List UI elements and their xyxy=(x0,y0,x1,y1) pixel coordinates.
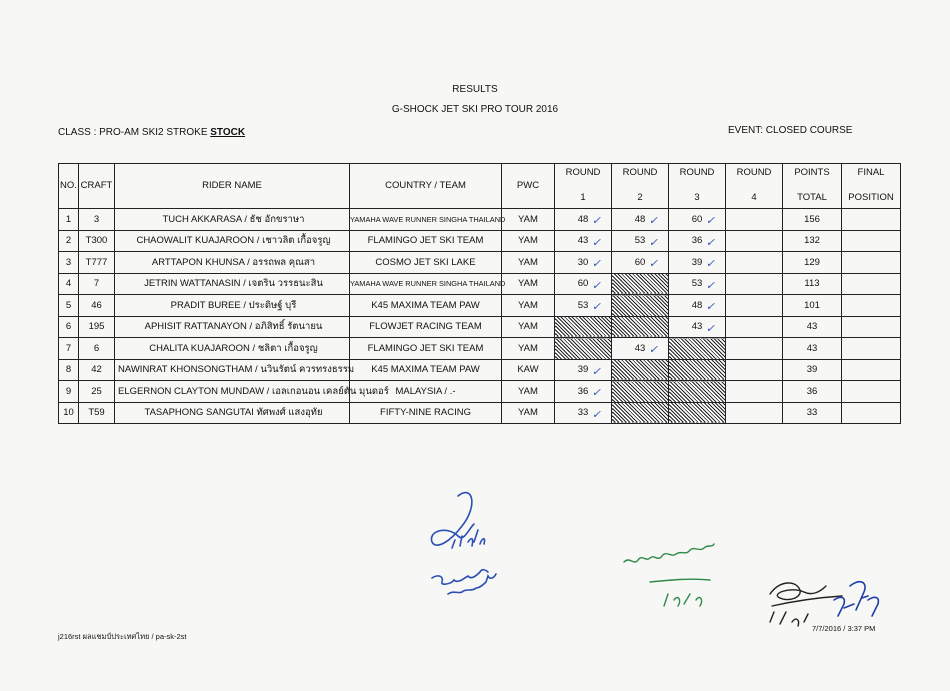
cell-no-value: 5 xyxy=(65,299,72,311)
cell-round-3 xyxy=(669,338,726,360)
cell-round-1 xyxy=(555,295,612,317)
cell-craft xyxy=(79,295,115,317)
cell-team xyxy=(350,209,506,231)
check-mark-icon: ✓ xyxy=(591,365,601,378)
cell-round-3 xyxy=(669,273,726,295)
table-row xyxy=(59,381,901,403)
cell-team-value: YAMAHA WAVE RUNNER SINGHA THAILAND xyxy=(350,279,506,289)
cell-round-1 xyxy=(555,316,612,338)
cell-team xyxy=(350,252,502,274)
cell-points-total xyxy=(783,338,842,360)
cell-no xyxy=(59,230,79,252)
table-row xyxy=(59,316,901,338)
header-no: NO. xyxy=(59,164,79,209)
cell-round-4 xyxy=(726,338,783,360)
cell-round-4 xyxy=(726,402,783,424)
cell-final-position xyxy=(842,209,901,231)
cell-craft-value: 42 xyxy=(91,364,102,376)
cell-points-total xyxy=(783,273,842,295)
cell-craft xyxy=(79,230,115,252)
cell-craft-value: T300 xyxy=(85,235,108,247)
cell-rider xyxy=(115,402,350,424)
check-mark-icon: ✓ xyxy=(591,301,601,313)
cell-points-total-value: 156 xyxy=(804,213,820,225)
cell-points-total xyxy=(783,252,842,274)
cell-round-3 xyxy=(669,252,726,274)
cell-team-value: K45 MAXIMA TEAM PAW xyxy=(371,299,480,311)
cell-round-4 xyxy=(726,209,783,231)
cell-round-1-value: 48 xyxy=(577,213,589,225)
header-points-total: POINTS TOTAL xyxy=(783,164,842,209)
cell-round-1-value: 30 xyxy=(577,256,589,268)
cell-rider xyxy=(115,295,350,317)
cell-no xyxy=(59,316,79,338)
cell-no xyxy=(59,295,79,317)
cell-round-2-value: 48 xyxy=(634,213,646,225)
cell-points-total-value: 132 xyxy=(804,235,820,247)
cell-pwc xyxy=(502,252,555,274)
cell-points-total xyxy=(783,295,842,317)
table-row xyxy=(59,338,901,360)
cell-rider-value: CHALITA KUAJAROON / ชลิตา เกื้อจรูญ xyxy=(149,342,318,354)
cell-pwc xyxy=(502,209,555,231)
cell-round-2 xyxy=(612,338,669,360)
cell-team xyxy=(350,359,502,381)
cell-rider-value: ELGERNON CLAYTON MUNDAW / เอลเกอนอน เคลย์ตัน มุนดอร์ xyxy=(118,385,389,397)
table-row xyxy=(59,359,901,381)
cell-no xyxy=(59,359,79,381)
cell-final-position xyxy=(842,252,901,274)
cell-rider xyxy=(115,209,350,231)
cell-pwc-value: YAM xyxy=(518,278,538,290)
cell-round-2 xyxy=(612,209,669,231)
check-mark-icon: ✓ xyxy=(705,258,715,270)
cell-points-total-value: 43 xyxy=(806,321,818,333)
signature-green xyxy=(620,548,750,618)
cell-points-total xyxy=(783,209,842,231)
cell-round-4 xyxy=(726,295,783,317)
cell-craft-value: 3 xyxy=(93,213,100,225)
cell-pwc-value: YAM xyxy=(518,256,538,268)
cell-rider xyxy=(115,273,350,295)
cell-points-total-value: 129 xyxy=(804,256,820,268)
cell-round-3 xyxy=(669,402,726,424)
cell-team-value: FLAMINGO JET SKI TEAM xyxy=(367,235,484,247)
cell-rider-value: APHISIT RATTANAYON / อภิสิทธิ์ รัตนายน xyxy=(144,321,323,333)
cell-pwc xyxy=(502,359,555,381)
cell-pwc xyxy=(502,338,555,360)
cell-craft xyxy=(79,316,115,338)
cell-team-value: MALAYSIA / .- xyxy=(395,385,456,397)
cell-points-total-value: 113 xyxy=(804,278,820,290)
event-name: G-SHOCK JET SKI PRO TOUR 2016 xyxy=(391,104,559,115)
cell-round-3 xyxy=(669,209,726,231)
header-round-2: ROUND 2 xyxy=(612,164,669,209)
class-prefix: CLASS : PRO-AM SKI2 STROKE xyxy=(58,127,211,138)
cell-round-3-value: 39 xyxy=(691,256,703,268)
cell-team-value: YAMAHA WAVE RUNNER SINGHA THAILAND xyxy=(350,214,506,224)
cell-round-2 xyxy=(612,359,669,381)
cell-team-value: K45 MAXIMA TEAM PAW xyxy=(371,364,480,376)
cell-round-1-value: 43 xyxy=(577,235,589,247)
cell-no-value: 4 xyxy=(65,278,72,290)
table-row xyxy=(59,295,901,317)
check-mark-icon: ✓ xyxy=(591,279,601,292)
cell-round-2 xyxy=(612,402,669,424)
cell-craft xyxy=(79,209,115,231)
cell-final-position xyxy=(842,295,901,317)
cell-no xyxy=(59,209,79,231)
cell-points-total xyxy=(783,381,842,403)
check-mark-icon: ✓ xyxy=(648,215,658,227)
cell-craft xyxy=(79,402,115,424)
cell-points-total xyxy=(783,402,842,424)
cell-rider xyxy=(115,230,350,252)
cell-craft-value: 6 xyxy=(93,342,100,354)
cell-round-3-value: 43 xyxy=(691,321,703,333)
cell-round-1-value: 53 xyxy=(577,299,589,311)
table-row xyxy=(59,273,901,295)
cell-points-total-value: 43 xyxy=(806,342,818,354)
header-round-1: ROUND 1 xyxy=(555,164,612,209)
cell-no xyxy=(59,402,79,424)
cell-team xyxy=(350,338,502,360)
cell-no-value: 9 xyxy=(65,385,72,397)
cell-round-1-value: 39 xyxy=(577,364,589,376)
cell-final-position xyxy=(842,338,901,360)
cell-no-value: 6 xyxy=(65,321,72,333)
header-pwc: PWC xyxy=(502,164,555,209)
cell-no-value: 10 xyxy=(63,407,74,419)
check-mark-icon: ✓ xyxy=(705,236,715,249)
cell-pwc xyxy=(502,295,555,317)
cell-rider xyxy=(115,338,350,360)
cell-points-total-value: 39 xyxy=(806,364,818,376)
check-mark-icon: ✓ xyxy=(591,258,601,270)
cell-round-2 xyxy=(612,273,669,295)
cell-pwc xyxy=(502,402,555,424)
cell-rider xyxy=(115,381,389,403)
table-row xyxy=(59,209,901,231)
cell-final-position xyxy=(842,316,901,338)
cell-pwc xyxy=(502,230,555,252)
cell-pwc-value: KAW xyxy=(517,364,539,376)
cell-round-3 xyxy=(669,230,726,252)
header-rider: RIDER NAME xyxy=(115,164,350,209)
check-mark-icon: ✓ xyxy=(591,215,601,227)
cell-points-total xyxy=(783,359,842,381)
check-mark-icon: ✓ xyxy=(648,344,658,356)
cell-rider xyxy=(115,359,355,381)
class-label xyxy=(58,127,245,138)
cell-team xyxy=(350,273,506,295)
cell-rider-value: CHAOWALIT KUAJAROON / เชาวลิต เกื้อจรูญ xyxy=(136,235,331,247)
cell-round-2 xyxy=(612,381,669,403)
cell-craft-value: 25 xyxy=(91,385,102,397)
cell-team xyxy=(350,402,502,424)
cell-round-1 xyxy=(555,209,612,231)
cell-points-total-value: 36 xyxy=(806,385,818,397)
cell-round-1 xyxy=(555,338,612,360)
cell-no-value: 2 xyxy=(65,235,72,247)
signature-black xyxy=(760,564,910,634)
results-table xyxy=(58,163,901,424)
cell-round-3 xyxy=(669,381,726,403)
cell-rider-value: JETRIN WATTANASIN / เจตริน วรรธนะสิน xyxy=(144,278,323,290)
cell-no-value: 7 xyxy=(65,342,72,354)
cell-points-total-value: 101 xyxy=(804,299,820,311)
cell-round-1-value: 36 xyxy=(577,385,589,397)
cell-round-2 xyxy=(612,316,669,338)
cell-round-3-value: 36 xyxy=(691,235,703,247)
header-final-position: FINAL POSITION xyxy=(842,164,901,209)
cell-no xyxy=(59,381,79,403)
signature-blue xyxy=(418,486,528,606)
event-type: EVENT: CLOSED COURSE xyxy=(728,125,853,136)
cell-pwc-value: YAM xyxy=(518,299,538,311)
cell-team xyxy=(350,316,502,338)
cell-round-4 xyxy=(726,252,783,274)
cell-round-1 xyxy=(555,359,612,381)
cell-rider-value: TASAPHONG SANGUTAI ทัศพงศ์ แสงอุทัย xyxy=(144,407,323,419)
cell-round-3 xyxy=(669,359,726,381)
cell-round-1-value: 33 xyxy=(577,407,589,419)
cell-pwc xyxy=(502,273,555,295)
cell-points-total xyxy=(783,230,842,252)
cell-round-3-value: 53 xyxy=(691,278,703,290)
cell-craft xyxy=(79,381,115,403)
cell-round-4 xyxy=(726,381,783,403)
class-stock: STOCK xyxy=(210,127,246,138)
cell-rider-value: ARTTAPON KHUNSA / อรรถพล คุณสา xyxy=(151,256,316,268)
cell-round-4 xyxy=(726,359,783,381)
cell-no xyxy=(59,338,79,360)
cell-team-value: FIFTY-NINE RACING xyxy=(380,407,471,419)
cell-round-3 xyxy=(669,295,726,317)
cell-final-position xyxy=(842,402,901,424)
check-mark-icon: ✓ xyxy=(591,236,601,249)
cell-craft-value: 195 xyxy=(88,321,105,333)
table-row xyxy=(59,252,901,274)
cell-rider-value: TUCH AKKARASA / ธัช อักขราษา xyxy=(162,213,305,225)
cell-craft xyxy=(79,359,115,381)
cell-round-2-value: 53 xyxy=(634,235,646,247)
cell-rider xyxy=(115,316,350,338)
cell-round-2 xyxy=(612,252,669,274)
cell-no-value: 8 xyxy=(65,364,72,376)
cell-round-4 xyxy=(726,273,783,295)
cell-craft-value: 7 xyxy=(93,278,100,290)
cell-no-value: 3 xyxy=(65,256,72,268)
cell-round-1-value: 60 xyxy=(577,278,589,290)
cell-final-position xyxy=(842,230,901,252)
cell-round-3-value: 60 xyxy=(691,213,703,225)
cell-pwc xyxy=(502,381,555,403)
footer-file-ref: j216rst ผลแชมป์ประเทศไทย / pa-sk-2st xyxy=(58,632,187,641)
cell-round-4 xyxy=(726,230,783,252)
cell-round-2-value: 43 xyxy=(634,342,646,354)
cell-rider-value: PRADIT BUREE / ประดิษฐ์ บุรี xyxy=(170,299,297,311)
cell-rider xyxy=(115,252,350,274)
cell-pwc xyxy=(502,316,555,338)
cell-rider-value: NAWINRAT KHONSONGTHAM / นวินรัตน์ ควรทรงธรรม xyxy=(118,364,355,376)
cell-team-value: FLAMINGO JET SKI TEAM xyxy=(367,342,484,354)
check-mark-icon: ✓ xyxy=(705,301,715,313)
cell-team xyxy=(350,381,502,403)
cell-pwc-value: YAM xyxy=(518,407,538,419)
cell-team-value: COSMO JET SKI LAKE xyxy=(375,256,476,268)
cell-points-total xyxy=(783,316,842,338)
cell-round-1 xyxy=(555,402,612,424)
cell-round-1 xyxy=(555,230,612,252)
check-mark-icon: ✓ xyxy=(705,322,715,335)
cell-final-position xyxy=(842,381,901,403)
cell-craft xyxy=(79,252,115,274)
header-craft: CRAFT xyxy=(79,164,115,209)
cell-round-2-value: 60 xyxy=(634,256,646,268)
results-title: RESULTS xyxy=(452,84,498,95)
cell-craft-value: T59 xyxy=(88,407,105,419)
cell-final-position xyxy=(842,359,901,381)
cell-craft-value: 46 xyxy=(91,299,102,311)
cell-points-total-value: 33 xyxy=(806,407,818,419)
cell-team xyxy=(350,295,502,317)
cell-round-1 xyxy=(555,252,612,274)
check-mark-icon: ✓ xyxy=(591,387,601,399)
header-team: COUNTRY / TEAM xyxy=(350,164,502,209)
cell-craft xyxy=(79,273,115,295)
cell-craft-value: T777 xyxy=(85,256,108,268)
check-mark-icon: ✓ xyxy=(648,258,658,270)
table-row xyxy=(59,402,901,424)
cell-round-2 xyxy=(612,230,669,252)
footer-timestamp: 7/7/2016 / 3:37 PM xyxy=(812,624,876,633)
check-mark-icon: ✓ xyxy=(648,236,658,249)
cell-team-value: FLOWJET RACING TEAM xyxy=(369,321,482,333)
header-round-4: ROUND 4 xyxy=(726,164,783,209)
cell-round-3 xyxy=(669,316,726,338)
cell-team xyxy=(350,230,502,252)
cell-round-3-value: 48 xyxy=(691,299,703,311)
table-header-row xyxy=(59,164,901,209)
cell-pwc-value: YAM xyxy=(518,235,538,247)
cell-round-1 xyxy=(555,273,612,295)
cell-round-4 xyxy=(726,316,783,338)
cell-round-1 xyxy=(555,381,612,403)
cell-pwc-value: YAM xyxy=(518,385,538,397)
header-round-3: ROUND 3 xyxy=(669,164,726,209)
cell-no xyxy=(59,252,79,274)
cell-final-position xyxy=(842,273,901,295)
cell-no-value: 1 xyxy=(65,213,72,225)
table-row xyxy=(59,230,901,252)
check-mark-icon: ✓ xyxy=(705,215,715,227)
check-mark-icon: ✓ xyxy=(591,408,601,421)
cell-pwc-value: YAM xyxy=(518,342,538,354)
cell-pwc-value: YAM xyxy=(518,321,538,333)
check-mark-icon: ✓ xyxy=(705,279,715,292)
cell-craft xyxy=(79,338,115,360)
cell-no xyxy=(59,273,79,295)
cell-round-2 xyxy=(612,295,669,317)
cell-pwc-value: YAM xyxy=(518,213,538,225)
